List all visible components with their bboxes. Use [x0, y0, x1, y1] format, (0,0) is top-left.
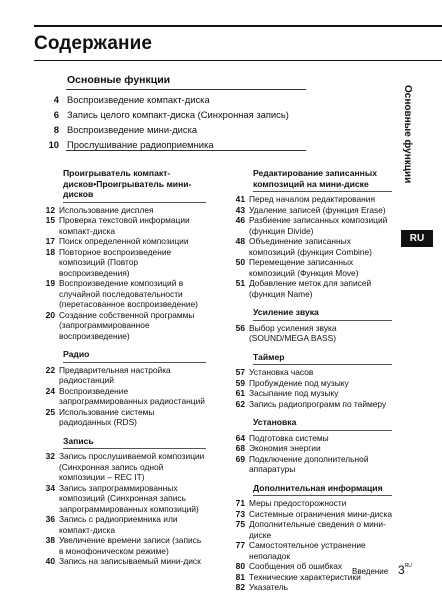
toc-entry[interactable] — [224, 215, 392, 236]
toc-entry-page: 34 — [45, 482, 55, 493]
toc-entry-text: Перед началом редактирования — [249, 194, 375, 204]
toc-entry-text: Засыпание под музыку — [249, 388, 339, 398]
toc-entry-text: Подготовка системы — [249, 432, 329, 443]
toc-section-heading: Установка — [253, 417, 392, 431]
toc-entry[interactable] — [224, 454, 392, 475]
side-tab — [396, 85, 416, 215]
toc-entry-text: Запись с радиоприемника или компакт-диска — [59, 514, 178, 535]
toc-section — [224, 483, 392, 593]
toc-entry-page: 25 — [45, 406, 55, 417]
toc-entry-page: 15 — [45, 215, 55, 225]
toc-section-heading: Радио — [63, 349, 206, 363]
toc-entry[interactable] — [34, 215, 206, 236]
toc-entry-text: Установка часов — [249, 367, 314, 377]
toc-entry-text: Технические характеристики — [249, 571, 361, 582]
toc-entry-text: Запись радиопрограмм по таймеру — [249, 398, 387, 409]
toc-entry-page: 51 — [235, 278, 245, 288]
toc-section-heading: Усиление звука — [253, 307, 392, 321]
page-title: Содержание — [34, 33, 153, 54]
toc-entry-page: 71 — [235, 498, 245, 508]
toc-entry[interactable] — [224, 367, 392, 378]
toc-entry-text: Использование системы радиоданных (RDS) — [59, 406, 155, 427]
toc-entry[interactable] — [34, 483, 206, 515]
toc-entry-page: 40 — [45, 556, 55, 566]
toc-entry-page: 24 — [45, 385, 55, 396]
toc-section — [224, 168, 392, 299]
toc-section — [224, 352, 392, 410]
toc-entry-text: Использование дисплея — [59, 204, 154, 215]
toc-entry[interactable] — [224, 498, 392, 509]
toc-entry[interactable] — [34, 205, 206, 216]
toc-entry-text: Меры предосторожности — [249, 498, 347, 508]
toc-entry[interactable] — [34, 310, 206, 342]
toc-entry-text: Повторное воспроизведение композиций (Повтор воспроизведения) — [59, 246, 172, 278]
footer-section-label: Введение — [352, 567, 389, 576]
toc-entry-page: 50 — [235, 257, 245, 267]
toc-entry-text: Проверка текстовой информации компакт-диска — [59, 215, 190, 236]
toc-entry-text: Воспроизведение запрограммированных радиостанций — [59, 385, 205, 406]
toc-entry-page: 38 — [45, 535, 55, 545]
toc-entry-page: 80 — [235, 561, 245, 571]
toc-entry-text: Сообщения об ошибках — [249, 561, 343, 571]
toc-entry[interactable] — [34, 451, 206, 483]
toc-entry-text: Предварительная настройка радиостанций — [59, 364, 171, 385]
toc-entry-text: Запись запрограммированных композиций (Синхронная запись запрограммированных композиций) — [59, 482, 199, 514]
toc-entry-page: 69 — [235, 453, 245, 464]
toc-entry-text: Пробуждение под музыку — [249, 377, 349, 388]
toc-entry-page: 61 — [235, 388, 245, 398]
toc-entry[interactable] — [224, 323, 392, 344]
main-item-page: 4 — [53, 94, 59, 105]
toc-entry[interactable] — [34, 365, 206, 386]
main-item-page: 10 — [48, 139, 59, 150]
toc-entry-page: 43 — [235, 204, 245, 215]
toc-entry[interactable] — [224, 519, 392, 540]
toc-section-heading: Таймер — [253, 352, 392, 366]
toc-entry[interactable] — [34, 278, 206, 310]
toc-section — [34, 168, 206, 341]
toc-entry[interactable] — [34, 236, 206, 247]
main-item-text: Запись целого компакт-диска (Синхронная запись) — [67, 109, 289, 120]
toc-entry-text: Подключение дополнительной аппаратуры — [249, 453, 369, 474]
toc-entry-page: 19 — [45, 278, 55, 288]
toc-entry-page: 20 — [45, 309, 55, 320]
toc-entry-page: 77 — [235, 540, 245, 550]
toc-entry-page: 22 — [45, 364, 55, 375]
toc-entry-text: Создание собственной программы (запрограммированное воспроизведение) — [59, 309, 195, 341]
toc-entry-text: Поиск определенной композиции — [59, 236, 189, 246]
main-functions-item[interactable] — [42, 122, 342, 137]
toc-entry-text: Самостоятельное устранение неполадок — [249, 540, 366, 561]
toc-entry-text: Перемещение записанных композиций (Функция Move) — [249, 257, 359, 278]
toc-entry-page: 57 — [235, 367, 245, 377]
page-number-suffix: RU — [404, 563, 412, 569]
toc-section — [34, 436, 206, 567]
toc-entry-text: Увеличение времени записи (запись в монофоническом режиме) — [59, 535, 202, 556]
title-rule — [34, 60, 442, 61]
main-functions-bottom-rule — [66, 150, 306, 151]
page-number-value: 3 — [398, 563, 405, 577]
toc-entry[interactable] — [224, 257, 392, 278]
toc-entry[interactable] — [34, 556, 206, 567]
toc-entry[interactable] — [224, 509, 392, 520]
toc-entry[interactable] — [224, 399, 392, 410]
toc-section-heading: Редактирование записанных композиций на мини-диске — [253, 168, 392, 192]
toc-section — [224, 417, 392, 475]
toc-entry-page: 46 — [235, 215, 245, 225]
top-rule — [34, 25, 442, 27]
toc-entry-text: Указатель — [249, 582, 289, 592]
main-functions-item[interactable] — [42, 107, 342, 122]
toc-section — [34, 349, 206, 428]
toc-entry-page: 62 — [235, 398, 245, 409]
toc-entry[interactable] — [224, 194, 392, 205]
page-number — [398, 563, 412, 577]
toc-entry-page: 12 — [45, 204, 55, 215]
toc-section — [224, 307, 392, 344]
toc-entry-page: 56 — [235, 322, 245, 333]
main-functions-rule — [66, 89, 306, 90]
toc-entry-text: Экономия энергии — [249, 443, 321, 453]
toc-entry-text: Дополнительные сведения о мини-диске — [249, 519, 386, 540]
toc-entry-text: Добавление меток для записей (функция Name) — [249, 278, 372, 299]
toc-entry-text: Запись на записываемый мини-диск — [59, 556, 201, 566]
toc-entry[interactable] — [224, 582, 392, 593]
toc-entry-page: 75 — [235, 519, 245, 529]
toc-entry[interactable] — [34, 514, 206, 535]
toc-entry-page: 17 — [45, 236, 55, 246]
toc-entry-text: Разбиение записанных композиций (функция Divide) — [249, 215, 388, 236]
toc-entry-page: 48 — [235, 236, 245, 246]
main-functions-list — [42, 92, 342, 152]
toc-entry[interactable] — [224, 540, 392, 561]
side-tab-label: Основные функции — [402, 85, 413, 184]
toc-section-heading: Запись — [63, 436, 206, 450]
toc-entry[interactable] — [34, 535, 206, 556]
toc-entry[interactable] — [224, 378, 392, 389]
toc-entry[interactable] — [34, 386, 206, 407]
toc-entry-page: 68 — [235, 443, 245, 453]
toc-entry-page: 82 — [235, 582, 245, 592]
toc-entry-text: Воспроизведение композиций в случайной последовательности (перетасованное воспроизведение) — [59, 278, 198, 309]
main-item-text: Прослушивание радиоприемника — [67, 139, 214, 150]
main-item-text: Воспроизведение мини-диска — [67, 124, 198, 135]
toc-entry-page: 32 — [45, 451, 55, 461]
toc-entry-page: 41 — [235, 194, 245, 204]
toc-entry[interactable] — [34, 247, 206, 279]
toc-entry-text: Запись прослушиваемой композиции (Синхронная запись одной композиции – REC IT) — [59, 451, 205, 482]
toc-entry[interactable] — [224, 433, 392, 444]
toc-entry-page: 59 — [235, 377, 245, 388]
toc-entry[interactable] — [224, 443, 392, 454]
toc-entry-page: 73 — [235, 508, 245, 519]
toc-entry-page: 18 — [45, 246, 55, 257]
toc-entry-text: Объединение записанных композиций (функция Combine) — [249, 236, 372, 257]
toc-entry-text: Выбор усиления звука (SOUND/MEGA BASS) — [249, 322, 337, 343]
toc-entry-text: Удаление записей (функция Erase) — [249, 204, 386, 215]
main-functions-item[interactable] — [42, 92, 342, 107]
main-item-page: 6 — [53, 109, 59, 120]
toc-entry[interactable] — [34, 407, 206, 428]
toc-entry[interactable] — [224, 388, 392, 399]
toc-left-column — [34, 168, 206, 575]
toc-entry[interactable] — [224, 236, 392, 257]
toc-entry-page: 36 — [45, 514, 55, 524]
toc-entry-page: 81 — [235, 571, 245, 582]
toc-entry-page: 64 — [235, 432, 245, 443]
toc-section-heading: Проигрыватель компакт-дисков•Проигрыватель мини-дисков — [63, 168, 206, 203]
language-badge: RU — [401, 230, 433, 247]
main-item-text: Воспроизведение компакт-диска — [67, 94, 210, 105]
toc-entry[interactable] — [224, 278, 392, 299]
toc-entry-text: Системные ограничения мини-диска — [249, 508, 393, 519]
toc-right-column — [224, 168, 392, 595]
toc-section-heading: Дополнительная информация — [253, 483, 392, 497]
main-item-page: 8 — [53, 124, 59, 135]
main-functions-heading: Основные функции — [67, 74, 171, 86]
toc-entry[interactable] — [224, 205, 392, 216]
